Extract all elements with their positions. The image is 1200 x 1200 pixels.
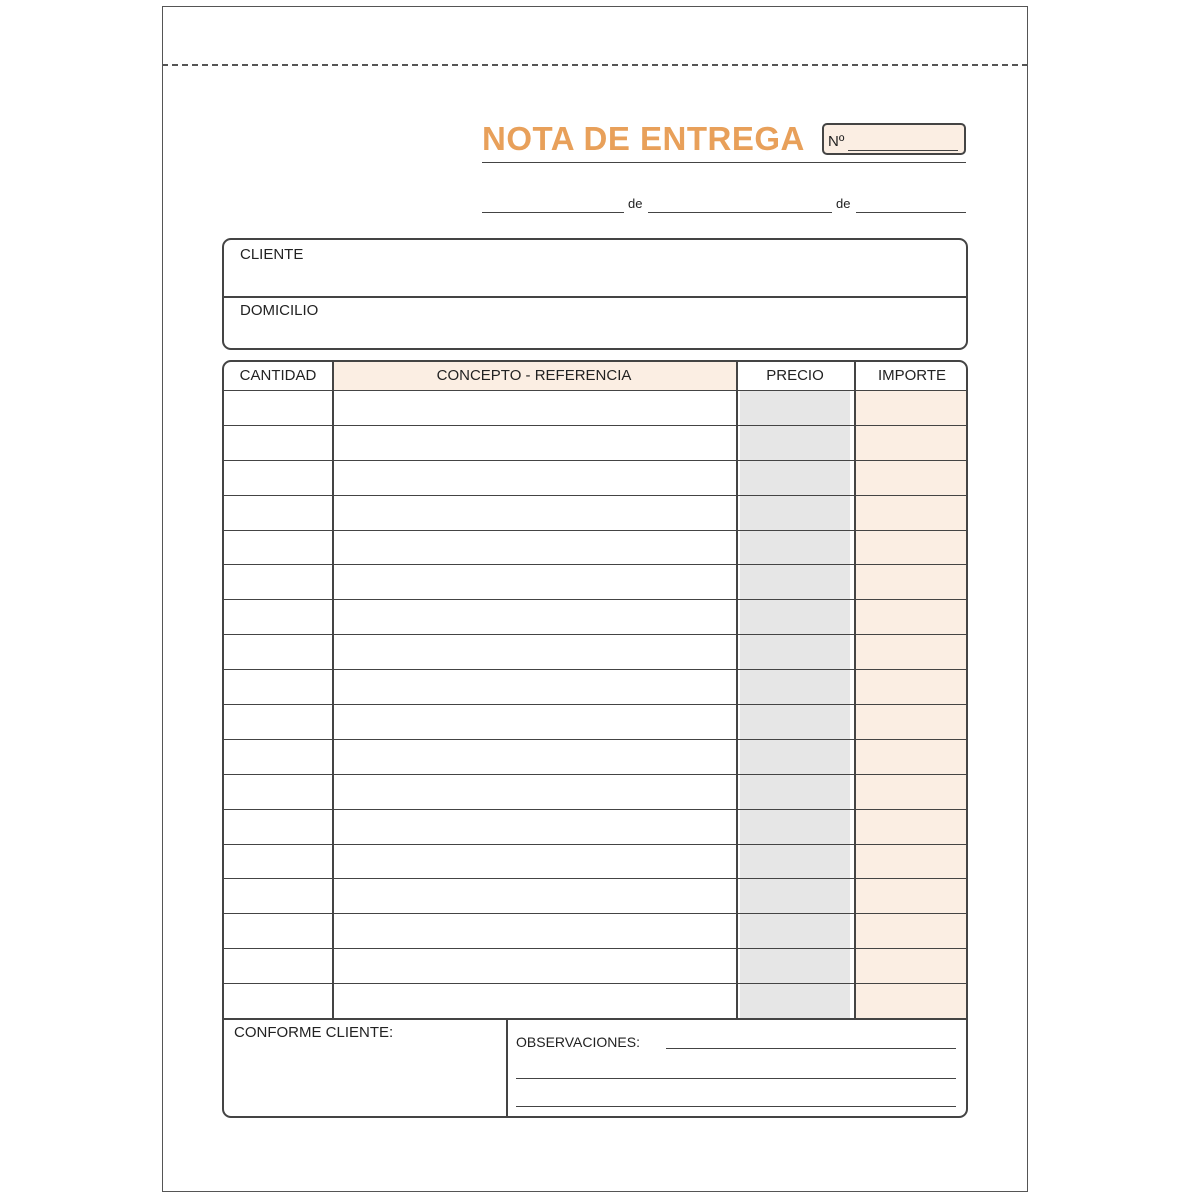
header-precio: PRECIO bbox=[766, 367, 824, 384]
table-row-line bbox=[224, 669, 966, 670]
observaciones-line-1[interactable] bbox=[666, 1048, 956, 1049]
footer-divider bbox=[224, 1018, 966, 1020]
client-box bbox=[222, 238, 968, 350]
header-concepto: CONCEPTO - REFERENCIA bbox=[332, 362, 736, 390]
header-cantidad: CANTIDAD bbox=[239, 367, 317, 384]
number-line bbox=[848, 150, 958, 151]
table-row-line bbox=[224, 704, 966, 705]
table-row-line bbox=[224, 460, 966, 461]
form-title: NOTA DE ENTREGA bbox=[482, 120, 805, 157]
table-row-line bbox=[224, 844, 966, 845]
table-row-line bbox=[224, 913, 966, 914]
table-row-line bbox=[224, 809, 966, 810]
conforme-cliente-label: CONFORME CLIENTE: bbox=[234, 1024, 394, 1041]
title-underline bbox=[482, 162, 966, 163]
date-month-line[interactable] bbox=[648, 212, 832, 213]
cliente-label: CLIENTE bbox=[240, 246, 304, 263]
table-row-line bbox=[224, 495, 966, 496]
number-field[interactable] bbox=[822, 123, 966, 155]
table-row-line bbox=[224, 634, 966, 635]
header-importe: IMPORTE bbox=[877, 367, 947, 384]
table-row-line bbox=[224, 390, 966, 391]
observaciones-line-3[interactable] bbox=[516, 1106, 956, 1107]
footer-vertical-divider bbox=[506, 1018, 508, 1116]
table-row-line bbox=[224, 878, 966, 879]
table-row-line bbox=[224, 564, 966, 565]
observaciones-line-2[interactable] bbox=[516, 1078, 956, 1079]
items-table bbox=[222, 360, 968, 1118]
table-row-line bbox=[224, 948, 966, 949]
date-field[interactable] bbox=[482, 196, 966, 216]
date-day-line[interactable] bbox=[482, 212, 624, 213]
table-row-line bbox=[224, 774, 966, 775]
table-row-line bbox=[224, 983, 966, 984]
table-row-line bbox=[224, 739, 966, 740]
domicilio-label: DOMICILIO bbox=[240, 302, 319, 319]
date-year-line[interactable] bbox=[856, 212, 966, 213]
table-row-line bbox=[224, 425, 966, 426]
observaciones-label: OBSERVACIONES: bbox=[516, 1034, 640, 1050]
date-de-1: de bbox=[628, 196, 643, 211]
table-row-line bbox=[224, 599, 966, 600]
date-de-2: de bbox=[836, 196, 851, 211]
number-label: Nº bbox=[828, 133, 845, 150]
client-divider bbox=[224, 296, 966, 298]
perforation-line bbox=[162, 64, 1028, 66]
table-row-line bbox=[224, 530, 966, 531]
